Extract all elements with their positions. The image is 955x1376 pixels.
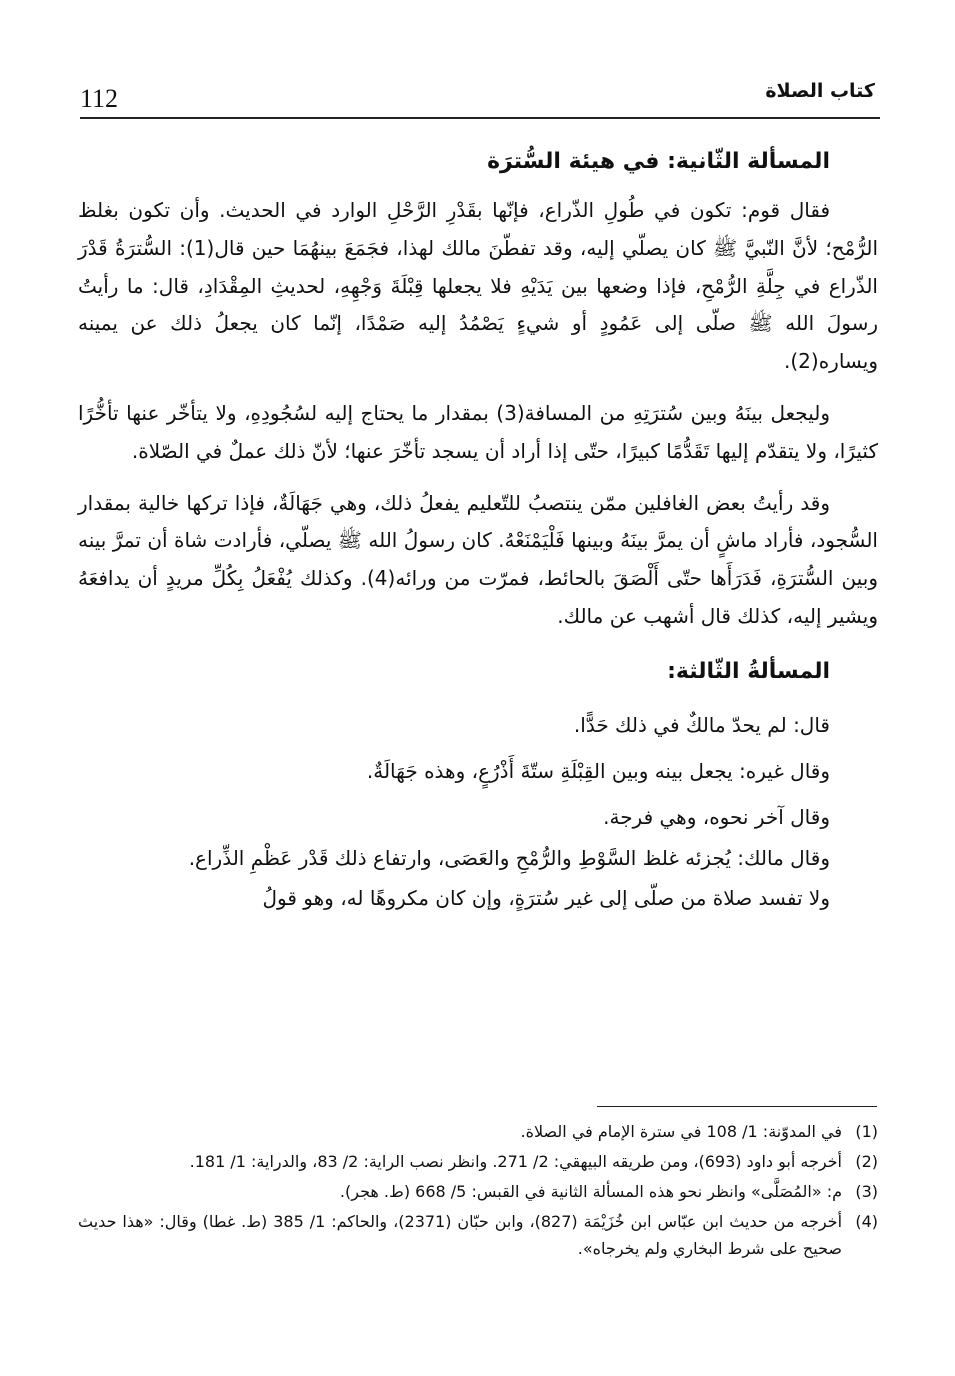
footnote-number: (4) <box>855 1212 878 1231</box>
paragraph-1: فقال قوم: تكون في طُولِ الذّراع، فإنّها بقَدْرِ الرَّحْلِ الوارد في الحديث. وأن تكون بغلظ الرُّمْح؛ لأنَّ النّبيَّ ﷺ كان يصلّي إليه، وقد تفطّنَ مالك لهذا، فجَمَعَ بينهُمَا حين قال(1): السُّترَةُ قَدْرَ الذّراع في جِلَّةِ الرُّمْحِ، فإذا وضعها بين يَدَيْهِ فلا يجعلها قِبْلَةَ وَجْهِهِ، لحديثِ المِقْدَادِ، قال: ما رأيتُ رسولَ الله ﷺ صلّى إلى عَمُودٍ أو شيءٍ يَصْمُدُ إليه صَمْدًا، إنّما كان يجعلُ ذلك عن يمينه ويساره(2). <box>78 198 879 374</box>
paragraph-5: ولا تفسد صلاة من صلّى إلى غير سُترَةٍ، وإن كان مكروهًا له، وهو قولُ <box>262 885 830 910</box>
paragraph-4: وقال مالك: يُجزئه غلظ السَّوْطِ والرُّمْحِ والعَصَى، وارتفاع ذلك قَدْر عَظْمِ الذِّراع. <box>188 845 830 870</box>
footnote-text: م: «المُصَلَّى» وانظر نحو هذه المسألة الثانية في القبس: 5/ 668 (ط. هجر). <box>339 1182 842 1201</box>
footnote-number: (2) <box>855 1152 878 1171</box>
footnote-text: أخرجه أبو داود (693)، ومن طريقه البيهقي: 2/ 271. وانظر نصب الراية: 2/ 83، والدراية: 1/ 181. <box>189 1152 842 1171</box>
statement-line-2: وقال غيره: يجعل بينه وبين القِبْلَةِ ستّةَ أَذْرُعٍ، وهذه جَهَالَةٌ. <box>366 758 830 783</box>
footnotes <box>78 1118 878 1265</box>
header-rule <box>80 117 880 119</box>
footnote-number: (3) <box>855 1182 878 1201</box>
statement-line-3: وقال آخر نحوه، وهي فرجة. <box>603 804 830 829</box>
footnote-text: في المدوّنة: 1/ 108 في سترة الإمام في الصلاة. <box>520 1122 842 1141</box>
footnote-text: أخرجه من حديث ابن عبّاس ابن خُزَيْمَة (827)، وابن حبّان (2371)، والحاكم: 1/ 385 (ط. غطا) وقال: «هذا حديث صحيح على شرط البخاري ولم يخرجاه». <box>78 1212 843 1258</box>
footnote <box>78 1118 878 1145</box>
page-number: 112 <box>80 84 119 113</box>
statement-line-1: قال: لم يحدّ مالكٌ في ذلك حَدًّا. <box>573 712 830 737</box>
main-text <box>78 140 878 931</box>
paragraph-3: وقد رأيتُ بعض الغافلين ممّن ينتصبُ للتّعليم يفعلُ ذلك، وهي جَهَالَةٌ، فإذا تركها خالية بمقدار السُّجود، فأراد ماشٍ أن يمرَّ بينَهُ وبينها فَلْيَمْنَعْهُ. كان رسولُ الله ﷺ يصلّي، فأرادت شاة أن تمرَّ بينه وبين السُّترَةِ، فَدَرَأَها حتّى أَلْصَقَ بالحائط، فمرّت من ورائه(4). وكذلك يُفْعَلُ بِكُلِّ مريدٍ أن يدافعَهُ ويشير إليه، كذلك قال أشهب عن مالك. <box>78 490 878 628</box>
paragraph-2: وليجعل بينَهُ وبين سُترَتِهِ من المسافة(3) بمقدار ما يحتاج إليه لسُجُودِهِ، ولا يتأخّر عنها تأخُّرًا كثيرًا، ولا يتقدّم إليها تَقَدُّمًا كبيرًا، حتّى إذا أراد أن يسجد تأخّرَ عنها؛ لأنّ ذلك عملٌ في الصّلاة. <box>78 400 878 463</box>
footnote-number: (1) <box>855 1122 878 1141</box>
footnote-rule <box>597 1106 877 1107</box>
section-heading-2: المسألة الثّانية: في هيئة السُّترَة <box>487 149 830 174</box>
running-head: كتاب الصلاة <box>765 80 875 102</box>
section-heading-3: المسألةُ الثّالثة: <box>667 658 830 684</box>
footnote <box>78 1178 878 1205</box>
footnote <box>78 1148 878 1175</box>
footnote <box>78 1208 878 1262</box>
